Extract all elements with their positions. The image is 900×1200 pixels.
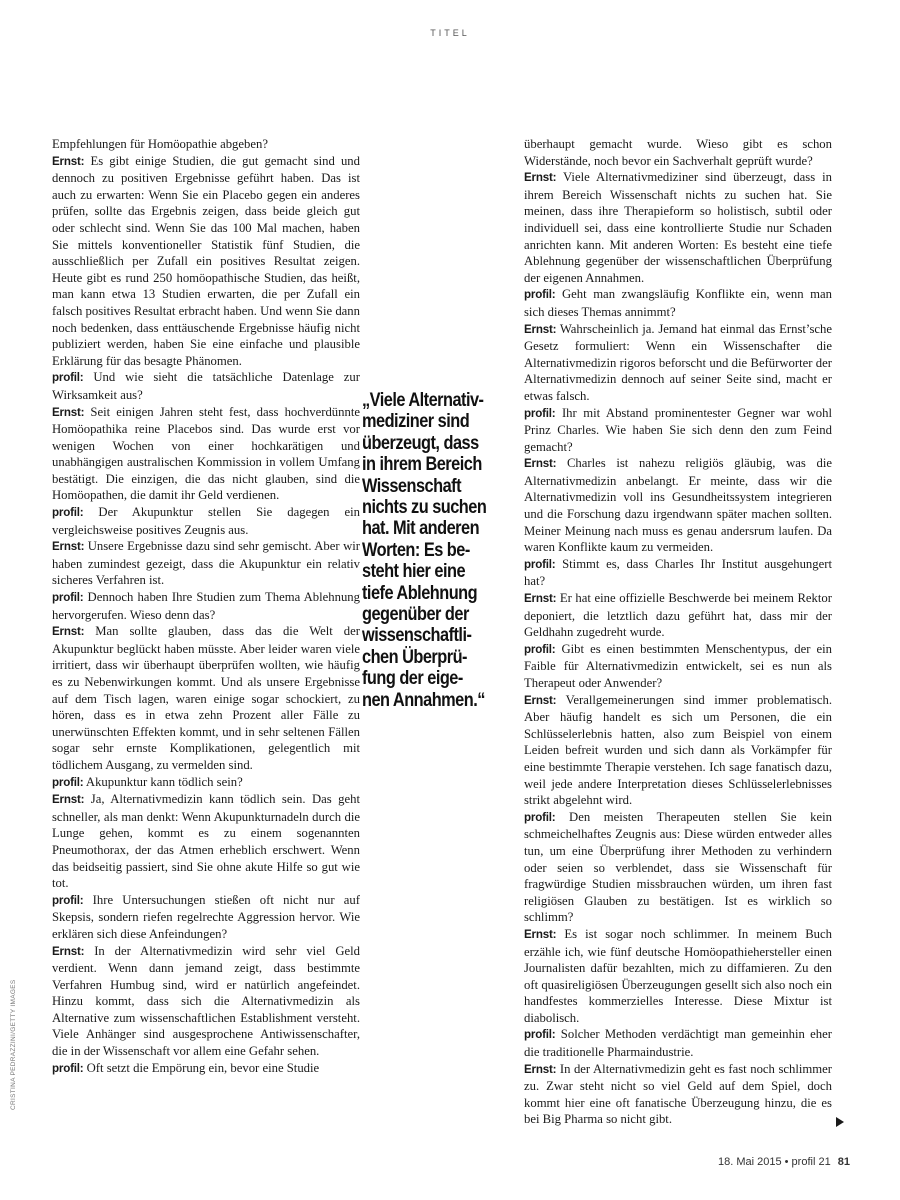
continue-arrow-icon [836, 1117, 844, 1127]
speaker-label: Ernst: [52, 625, 85, 639]
speaker-label: profil: [524, 642, 556, 656]
speaker-label: Ernst: [524, 457, 557, 471]
interview-paragraph [524, 926, 832, 1027]
interview-paragraph [524, 1061, 832, 1128]
paragraph-text: Empfehlungen für Homöopathie abgeben? [52, 137, 268, 151]
interview-paragraph [524, 321, 832, 405]
paragraph-text: In der Alternativmedizin wird sehr viel Geld verdient. Wenn dann jemand zeigt, dass bestimmte Verfahren Humbug sind, wird er natürlich angefeindet. Hinzu kommt, dass sich die Alternativmedizin als Alternative zum wissenschaftlichen Establishment versteht. Viele Anhänger sind ausgesprochene Antiwissenschafter, die in der Wissenschaft vor allem eine Gefahr sehen. [52, 943, 360, 1059]
speaker-label: profil: [52, 893, 84, 907]
interview-paragraph [524, 556, 832, 590]
interview-paragraph [52, 791, 360, 892]
section-label: TITEL [430, 28, 470, 38]
paragraph-text: Ja, Alternativmedizin kann tödlich sein. Das geht schneller, als man denkt: Wenn Akupunkturnadeln durch die Lunge gehen, kommt es zu einem sogenannten Pneumothorax, der das Atmen erheblich erschwert. Wenn das beidseitig passiert, sind Sie ohne akute Hilfe so gut wie tot. [52, 792, 360, 891]
interview-paragraph [524, 286, 832, 320]
interview-paragraph [524, 455, 832, 556]
speaker-label: Ernst: [524, 1062, 557, 1076]
paragraph-text: Ihr mit Abstand prominentester Gegner war wohl Prinz Charles. Wie haben Sie sich denn den zum Feind gemacht? [524, 405, 832, 454]
paragraph-text: Unsere Ergebnisse dazu sind sehr gemischt. Aber wir haben zumindest gezeigt, dass die Akupunktur ein relativ sicheres Verfahren ist. [52, 539, 360, 588]
paragraph-text: Solcher Methoden verdächtigt man gemeinhin eher die traditionelle Pharmaindustrie. [524, 1027, 832, 1060]
issue-info: 18. Mai 2015 • profil 21 [717, 1156, 831, 1168]
speaker-label: Ernst: [52, 154, 85, 168]
paragraph-text: In der Alternativmedizin geht es fast noch schlimmer zu. Zwar steht nicht so viel Geld auf dem Spiel, doch kommt hier eine oft fanatische Überzeugung hinzu, die es bei Big Pharma so nicht gibt. [524, 1061, 832, 1127]
speaker-label: Ernst: [52, 540, 85, 554]
paragraph-text: Gibt es einen bestimmten Menschentypus, der ein Faible für Alternativmedizin entwickelt, sei es nun als Therapeut oder Anwender? [524, 641, 832, 690]
paragraph-text: Er hat eine offizielle Beschwerde bei meinem Rektor deponiert, die letztlich dazu geführt hat, dass mir der Geldhahn zugedreht wurde. [524, 591, 832, 640]
page-footer [660, 1156, 850, 1168]
paragraph-text: Wahrscheinlich ja. Jemand hat einmal das Ernst’sche Gesetz formuliert: Wenn ein Wissenschafter die Alternativmedizin rigoros beforscht und die Befürworter der Alternativmedizin dennoch auf seiner Seite sind, macht er etwas falsch. [524, 321, 832, 403]
paragraph-text: Stimmt es, dass Charles Ihr Institut ausgehungert hat? [524, 556, 832, 589]
paragraph-text: Es ist sogar noch schlimmer. In meinem Buch erzähle ich, wie fünf deutsche Homöopathiehersteller einen Journalisten dafür bezahlten, mich zu diffamieren. Zu den oft quasireligiösen Überzeugungen gesellt sich also noch ein handfestes kommerzielles Interesse. Diese Mixtur ist diabolisch. [524, 926, 832, 1025]
page-number: 81 [837, 1156, 850, 1168]
interview-paragraph [52, 623, 360, 773]
paragraph-text: Den meisten Therapeuten stellen Sie kein schmeichelhaftes Zeugnis aus: Diese würden entweder alles tun, um eine Überprüfung ihrer Methoden zu verhindern oder seien so verblendet, dass sie Wissenschaft für fragwürdige Studien missbrauchen würden, um ihren fast religiösen Glauben zu bestätigen. Ist es wirklich so schlimm? [524, 809, 832, 925]
speaker-label: profil: [524, 810, 556, 824]
speaker-label: Ernst: [524, 171, 557, 185]
paragraph-text: Ihre Untersuchungen stießen oft nicht nur auf Skepsis, sondern riefen regelrechte Aggression hervor. Wie erklären sich diese Anfeindungen? [52, 892, 360, 941]
paragraph-text: Es gibt einige Studien, die gut gemacht sind und dennoch zu positiven Ergebnisse geführt haben. Das ist auch zu erwarten: Wenn Sie ein Placebo gegen ein anderes prüfen, sollte das Ergebnis zeigen, dass beide gleich gut oder schlecht sind. Wenn Sie das 100 Mal machen, haben Sie mittels konventioneller Statistik fünf Studien, die ausschließlich per Zufall ein positives Resultat zeigen. Heute gibt es rund 250 homöopathische Studien, das heißt, man kann etwa 13 Studien erwarten, die per Zufall ein falsch positives Resultat erbracht haben. Und wenn Sie dann noch bedenken, dass enttäuschende Ergebnisse häufig nicht publiziert werden, haben Sie eine einfache und plausible Erklärung für das besagte Phänomen. [52, 153, 360, 368]
interview-paragraph [524, 169, 832, 286]
interview-paragraph [524, 1026, 832, 1060]
speaker-label: profil: [524, 406, 556, 420]
speaker-label: profil: [524, 288, 556, 302]
paragraph-text: Der Akupunktur stellen Sie dagegen ein vergleichsweise positives Zeugnis aus. [52, 505, 360, 537]
interview-paragraph [524, 692, 832, 809]
photo-credit: CRISTINA PEDRAZZINI/GETTY IMAGES [10, 979, 17, 1110]
speaker-label: Ernst: [524, 592, 557, 606]
pull-quote: „Viele Alternativ- mediziner sind überzeugt, dass in ihrem Bereich Wissenschaft nichts zu suchen hat. Mit anderen Worten: Es be- steht hier eine tiefe Ablehnung gegenüber der wissenschaftli- chen Überprü- fung der eige- nen Annahmen.“ [362, 390, 487, 711]
paragraph-text: Geht man zwangsläufig Konflikte ein, wenn man sich dieses Themas annimmt? [524, 287, 832, 319]
paragraph-text: Dennoch haben Ihre Studien zum Thema Ablehnung hervorgerufen. Wieso denn das? [52, 590, 360, 622]
interview-paragraph [524, 590, 832, 641]
interview-paragraph [52, 136, 360, 153]
interview-paragraph [524, 809, 832, 926]
interview-paragraph [52, 1060, 360, 1078]
paragraph-text: Und wie sieht die tatsächliche Datenlage zur Wirksamkeit aus? [52, 370, 360, 402]
interview-paragraph [524, 405, 832, 456]
speaker-label: Ernst: [52, 405, 85, 419]
speaker-label: Ernst: [524, 322, 557, 336]
paragraph-text: Man sollte glauben, dass das die Welt der Akupunktur beglückt haben müsste. Aber leider waren viele irritiert, dass wir überhaupt überprüfen wollten, wie häufig es zu Nebenwirkungen kommt. Und als unsere Ergebnisse auf dem Tisch lagen, waren einige sogar schockiert, zu hören, dass es in etwa zehn Prozent aller Fälle zu unerwünschten Effekten kommt, und in sehr seltenen Fällen sogar sehr ernste Komplikationen, gelegentlich mit tödlichem Ausgang, zu vermelden sind. [52, 624, 360, 772]
paragraph-text: Oft setzt die Empörung ein, bevor eine Studie [83, 1060, 320, 1075]
speaker-label: profil: [52, 591, 84, 605]
speaker-label: profil: [52, 1061, 84, 1075]
interview-paragraph [524, 136, 832, 169]
interview-paragraph [524, 641, 832, 692]
interview-paragraph [52, 404, 360, 505]
speaker-label: profil: [52, 775, 84, 789]
interview-paragraph [52, 538, 360, 589]
speaker-label: profil: [524, 557, 556, 571]
interview-paragraph [52, 504, 360, 538]
speaker-label: Ernst: [524, 927, 557, 941]
interview-paragraph [52, 892, 360, 943]
speaker-label: Ernst: [52, 944, 85, 958]
article-column-left [52, 136, 360, 1077]
speaker-label: profil: [52, 371, 84, 385]
interview-paragraph [52, 774, 360, 792]
article-column-right [524, 136, 832, 1128]
paragraph-text: Verallgemeinerungen sind immer problematisch. Aber häufig handelt es sich um Personen, die ein Schlüsselerlebnis hatten, also zum Beispiel von einem Leiden befreit wurden und sich dann als Vorkämpfer für eine bestimmte Therapie verstehen. Ich sage fanatisch dazu, weil jede andere Interpretation dieses Schlüsselerlebnisses strikt abgelehnt wird. [524, 692, 832, 808]
interview-paragraph [52, 943, 360, 1060]
interview-paragraph [52, 153, 360, 370]
speaker-label: Ernst: [52, 793, 85, 807]
interview-paragraph [52, 589, 360, 623]
paragraph-text: Viele Alternativmediziner sind überzeugt, dass in ihrem Bereich Wissenschaft nichts zu suchen hat. Sie meinen, dass ihre Therapieform so holistisch, subtil oder individuell sei, dass eine kontrollierte Studie nur Schaden anrichten kann. Mit anderen Worten: Es besteht eine tiefe Ablehnung gegenüber der wissenschaftlichen Überprüfung der eigenen Annahmen. [524, 170, 832, 285]
speaker-label: profil: [524, 1028, 556, 1042]
interview-paragraph [52, 369, 360, 403]
speaker-label: Ernst: [524, 693, 557, 707]
paragraph-text: Akupunktur kann tödlich sein? [83, 774, 243, 789]
paragraph-text: überhaupt gemacht wurde. Wieso gibt es schon Widerstände, noch bevor ein Sachverhalt geprüft wurde? [524, 137, 832, 168]
speaker-label: profil: [52, 506, 84, 520]
paragraph-text: Charles ist nahezu religiös gläubig, was die Alternativmedizin anbelangt. Er meinte, dass wir die Alternativmedizin voll ins Gesundheitssystem integrieren und die Forschung dazu irgendwann später machen sollten. Meiner Meinung nach muss es genau andersrum laufen. Da waren Konflikte kaum zu vermeiden. [524, 456, 832, 555]
paragraph-text: Seit einigen Jahren steht fest, dass hochverdünnte Homöopathika reine Placebos sind. Das wurde erst vor wenigen Wochen von einer hochkarätigen und unabhängigen australischen Kommission in vollem Umfang bestätigt. Die einzigen, die das nicht glauben, sind die Homöopathen, die damit ihr Geld verdienen. [52, 404, 360, 503]
